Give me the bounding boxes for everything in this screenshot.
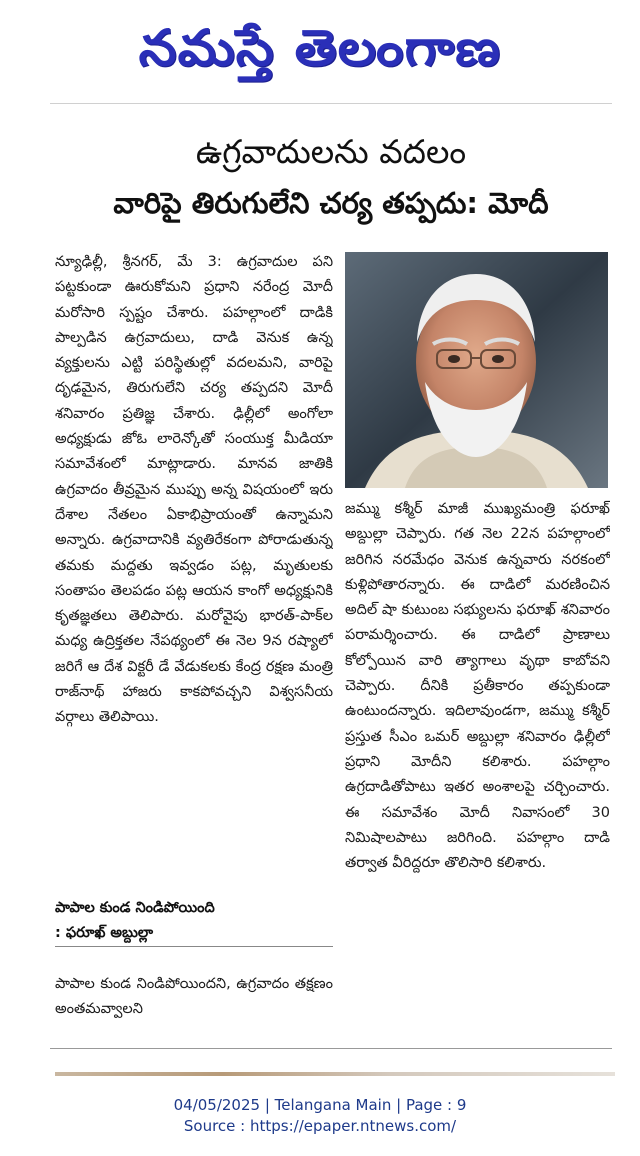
sub-section-title: పాపాల కుండ నిండిపోయింది — [55, 900, 215, 916]
footer-date-edition — [0, 1095, 640, 1115]
sub-section-divider — [55, 946, 333, 947]
bottom-divider — [50, 1048, 612, 1049]
left-column-text: న్యూఢిల్లీ, శ్రీనగర్, మే 3: ఉగ్రవాదుల పని పట్టకుండా ఊరుకోమని ప్రధాని నరేంద్ర మోదీ మరోసారి స్పష్టం చేశారు. పహల్గాంలో దాడికి పాల్పడిన ఉగ్రవాదులు, దాడి వెనుక ఉన్న వ్యక్తులను ఎట్టి పరిస్థితుల్లో వదలమని, వారిపై దృఢమైన, తిరుగులేని చర్య తప్పదని మోదీ శనివారం ప్రతిజ్ఞ చేశారు. ఢిల్లీలో అంగోలా అధ్యక్షుడు జోఓ లారెన్కోతో సంయుక్త మీడియా సమావేశంలో మాట్లాడారు. మానవ జాతికి ఉగ్రవాదం తీవ్రమైన ముప్పు అన్న విషయంలో ఇరు దేశాల నేతలం ఏకాభిప్రాయంతో ఉన్నామని అన్నారు. ఉగ్రవాదానికి వ్యతిరేకంగా పోరాడుతున్న తమకు మద్దతు ఇవ్వడం పట్ల, మృతులకు సంతాపం తెలపడం పట్ల ఆయన కాంగో అధ్యక్షునికి కృతజ్ఞతలు తెలిపారు. మరోవైపు భారత్-పాక్‌ల మధ్య ఉద్రిక్తతల నేపథ్యంలో ఈ నెల 9న రష్యాలో జరిగే ఆ దేశ విక్టరీ డే వేడుకలకు కేంద్ర రక్షణ మంత్రి రాజ్‌నాథ్ హాజరు కాకపోవచ్చని విశ్వసనీయ వర్గాలు తెలిపాయి. — [55, 254, 333, 726]
footer-date-edition-text: 04/05/2025 | Telangana Main | Page : 9 — [173, 1096, 467, 1114]
article-right-column — [345, 497, 610, 1027]
portrait-illustration — [345, 252, 608, 488]
article-subheadline: వారిపై తిరుగులేని చర్య తప్పదు: మోదీ — [113, 186, 549, 220]
sub-section-attribution: : ఫరూఖ్ అబ్దుల్లా — [55, 925, 154, 941]
article-photo — [345, 252, 608, 488]
newspaper-logo: నమస్తే తెలంగాణ — [138, 19, 502, 77]
footer-source-text: Source : https://epaper.ntnews.com/ — [183, 1117, 457, 1135]
right-column-text: జమ్ము కశ్మీర్ మాజీ ముఖ్యమంత్రి ఫరూఖ్ అబ్దుల్లా చెప్పారు. గత నెల 22న పహల్గాంలో జరిగిన నరమేధం వెనుక ఉన్నవారు నరకంలో కుళ్లిపోతారన్నారు. ఈ దాడిలో మరణించిన అదిల్ షా కుటుంబ సభ్యులను ఫరూఖ్ శనివారం పరామర్శించారు. ఈ దాడిలో ప్రాణాలు కోల్పోయిన వారి త్యాగాలు వృథా కాబోవని చెప్పారు. దీనికి ప్రతీకారం తప్పకుండా ఉంటుందన్నారు. ఇదిలావుండగా, జమ్ము కశ్మీర్ ప్రస్తుత సీఎం ఒమర్ అబ్దుల్లా శనివారం ఢిల్లీలో ప్రధాని మోదీని కలిశారు. పహల్గాం ఉగ్రదాడితోపాటు ఇతర అంశాలపై చర్చించారు. ఈ సమావేశం మోదీ నివాసంలో 30 నిమిషాలపాటు జరిగింది. పహల్గాం దాడి తర్వాత వీరిద్దరూ తొలిసారి కలిశారు. — [345, 501, 610, 872]
article-left-column — [55, 250, 333, 892]
masthead — [0, 0, 640, 96]
top-divider — [50, 103, 612, 104]
article-headline: ఉగ్రవాదులను వదలం — [195, 132, 467, 171]
article-left-column-tail — [55, 972, 333, 1024]
sub-section-heading — [55, 896, 333, 946]
next-article-strip — [55, 1072, 615, 1076]
footer-source — [0, 1116, 640, 1136]
left-column-tail-text: పాపాల కుండ నిండిపోయిందని, ఉగ్రవాదం తక్షణం అంతమవ్వాలని — [55, 976, 333, 1018]
